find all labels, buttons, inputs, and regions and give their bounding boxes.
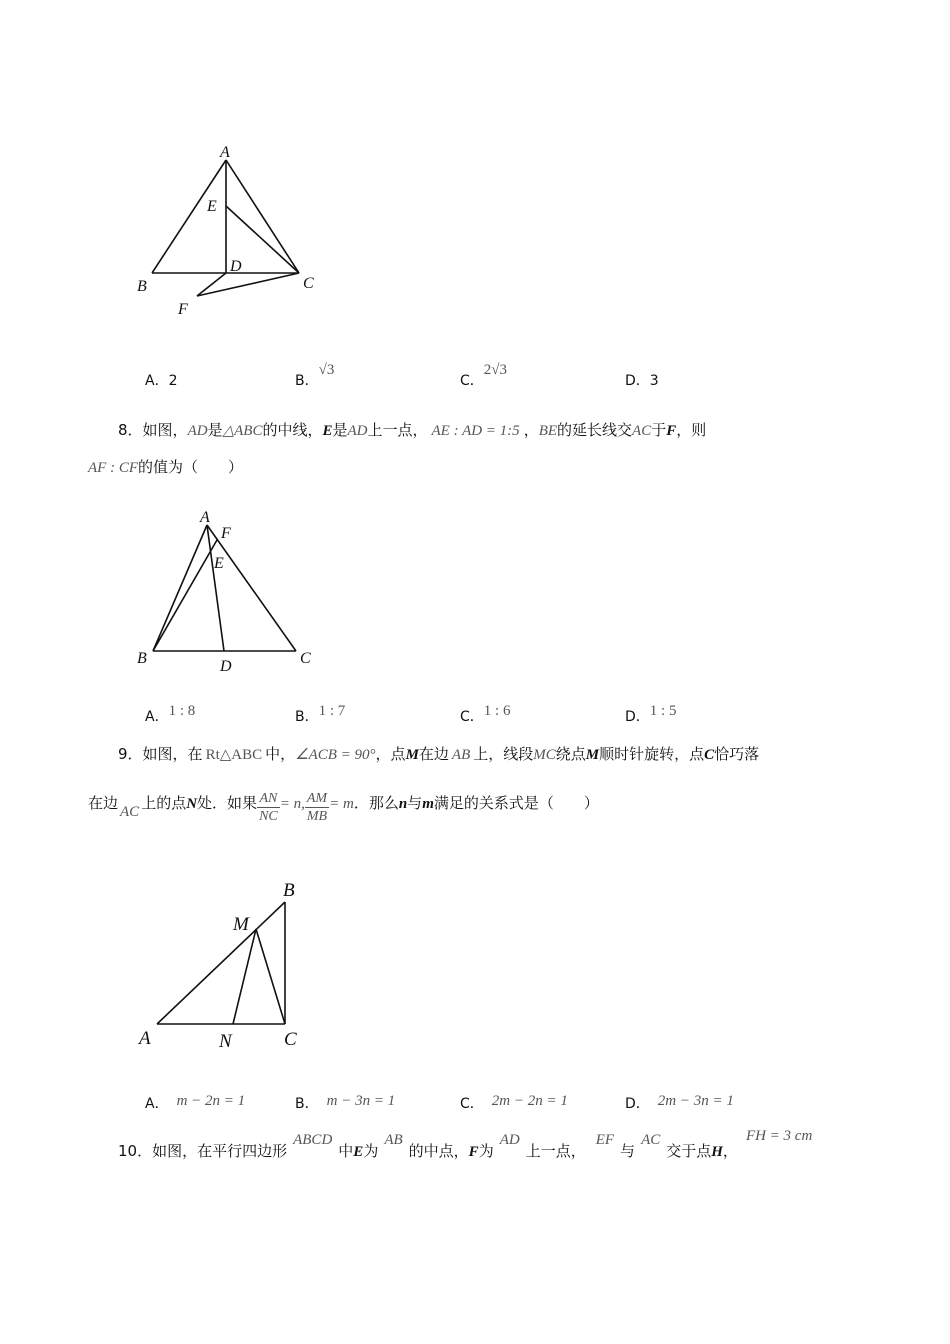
math: ABCD [293, 1132, 333, 1148]
label-F: F [221, 525, 231, 542]
label-F: F [178, 301, 188, 318]
math: AB [451, 747, 471, 763]
math: = n, [279, 796, 305, 812]
math: AD [499, 1132, 520, 1148]
label-E: E [207, 198, 217, 215]
option-letter: B． [295, 373, 319, 389]
text: ，点 [375, 745, 406, 763]
text: F [468, 1144, 479, 1160]
text: ， [722, 1142, 738, 1160]
math: MC [533, 747, 556, 763]
math: BE [538, 423, 558, 439]
label-C: C [303, 275, 314, 292]
text: 中， [265, 745, 296, 763]
option-letter: C． [460, 709, 484, 725]
text: 与 [620, 1142, 636, 1160]
q10-number: 10． [118, 1142, 153, 1160]
math: AC [641, 1132, 661, 1148]
math: AF : CF [88, 460, 138, 476]
option-value: 1 : 8 [168, 703, 196, 719]
text: 在边 [418, 745, 449, 763]
text: 上一点， [367, 421, 428, 439]
text: 如图，在平行四边形 [152, 1142, 288, 1160]
text: E [353, 1144, 364, 1160]
text: F [666, 423, 677, 439]
text: 在边 [88, 794, 119, 812]
text: 处．如果 [197, 794, 258, 812]
math: AB [384, 1132, 403, 1148]
math: = m [329, 796, 354, 812]
q9-number: 9． [118, 745, 143, 763]
option-value: 3 [649, 373, 659, 389]
text: 是 [332, 421, 348, 439]
text: 于 [651, 421, 667, 439]
text: m [422, 796, 434, 812]
text: E [322, 423, 333, 439]
label-B: B [137, 278, 147, 295]
option-letter: D． [625, 373, 650, 389]
text: 绕点 [555, 745, 586, 763]
text: 上，线段 [473, 745, 534, 763]
option-letter: C． [460, 373, 484, 389]
text: n [398, 796, 408, 812]
math: △ABC [222, 423, 263, 439]
math: FH = 3 cm [745, 1128, 813, 1144]
text: 的中线， [262, 421, 323, 439]
text: 上的点 [141, 794, 187, 812]
text: 交于点 [666, 1142, 712, 1160]
q9-option-d[interactable] [625, 1093, 734, 1113]
text: ，则 [676, 421, 707, 439]
option-value: √3 [318, 362, 335, 378]
q10-line1 [118, 1128, 813, 1161]
label-N: N [219, 1031, 232, 1052]
text: 恰巧落 [714, 745, 760, 763]
math: AD [347, 423, 368, 439]
option-letter: D． [625, 1096, 650, 1112]
numerator: AM [306, 791, 328, 806]
label-B: B [283, 880, 295, 901]
text: 的延长线交 [557, 421, 633, 439]
denominator: NC [259, 809, 278, 824]
text: M [585, 747, 600, 763]
math: AC [632, 423, 652, 439]
math: ∠ACB = 90° [295, 747, 376, 763]
math: AE : AD = 1:5 [431, 423, 520, 439]
option-value: m − 2n = 1 [176, 1093, 246, 1109]
option-value: 1 : 5 [649, 703, 677, 719]
text: 顺时针旋转，点 [599, 745, 705, 763]
q8-number: 8． [118, 421, 143, 439]
label-A: A [200, 509, 210, 526]
option-letter: A． [145, 373, 169, 389]
option-letter: A． [145, 1096, 169, 1112]
label-D: D [230, 258, 242, 275]
label-B: B [137, 650, 147, 667]
text: 的中点， [408, 1142, 469, 1160]
q9-option-b[interactable] [295, 1093, 395, 1113]
numerator: AN [257, 790, 280, 808]
option-letter: C． [460, 1096, 484, 1112]
math: Rt△ABC [205, 747, 263, 763]
text: C [704, 747, 715, 763]
text: 如图，在 [142, 745, 203, 763]
option-value: 1 : 7 [318, 703, 346, 719]
text: ．那么 [353, 794, 399, 812]
label-D: D [220, 658, 232, 675]
label-C: C [284, 1029, 297, 1050]
seg-MC [256, 929, 285, 1024]
text: 满足的关系式是（ ） [433, 794, 599, 812]
math: AD [187, 423, 208, 439]
seg-MN [233, 929, 256, 1024]
label-E: E [214, 555, 224, 572]
label-A: A [139, 1028, 151, 1049]
option-letter: B． [295, 709, 319, 725]
text: 的值为（ ） [138, 458, 244, 476]
q9-option-c[interactable] [460, 1093, 568, 1113]
option-value: m − 3n = 1 [326, 1093, 396, 1109]
text: 与 [407, 794, 423, 812]
text: H [711, 1144, 723, 1160]
option-letter: A． [145, 709, 169, 725]
q9-option-a[interactable] [145, 1093, 245, 1113]
text: 中 [338, 1142, 354, 1160]
math: EF [595, 1132, 615, 1148]
denominator: MB [306, 809, 328, 824]
label-C: C [300, 650, 311, 667]
text: 是 [207, 421, 223, 439]
option-value: 2m − 2n = 1 [491, 1093, 568, 1109]
label-A: A [220, 144, 230, 161]
text: 为 [478, 1142, 494, 1160]
option-letter: B． [295, 1096, 319, 1112]
option-value: 2m − 3n = 1 [657, 1093, 734, 1109]
text: N [186, 796, 198, 812]
label-M: M [233, 914, 249, 935]
text: 如图， [142, 421, 188, 439]
text: 为 [363, 1142, 379, 1160]
text: ， [523, 421, 539, 439]
math: AC [120, 804, 140, 820]
option-value: 2 [168, 373, 178, 389]
text: M [405, 747, 419, 763]
option-value: 1 : 6 [483, 703, 511, 719]
option-value: 2√3 [483, 362, 508, 378]
text: 上一点， [525, 1142, 586, 1160]
option-letter: D． [625, 709, 650, 725]
